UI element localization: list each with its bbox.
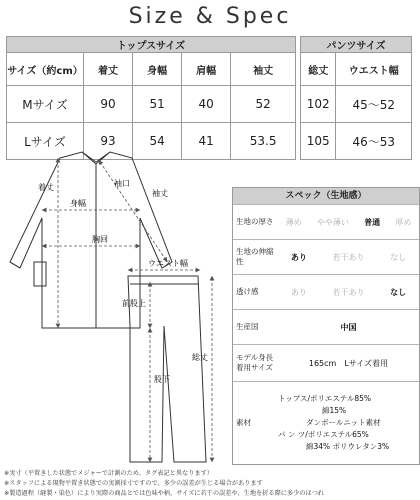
material-line: ダンボールニット素材 xyxy=(306,418,381,427)
m-waist: 45〜52 xyxy=(336,86,412,123)
table-row xyxy=(7,86,296,123)
tops-header: トップスサイズ xyxy=(7,37,296,53)
spec-label: 生産国 xyxy=(236,322,259,331)
col-length: 着丈 xyxy=(84,53,133,86)
option: 薄め xyxy=(285,217,302,227)
origin-value: 中国 xyxy=(340,322,357,332)
l-length: 93 xyxy=(84,123,133,160)
spec-panel xyxy=(232,187,420,465)
sleeve-arrow xyxy=(100,162,166,260)
option: 若干あり xyxy=(332,287,365,297)
m-total: 102 xyxy=(301,86,336,123)
option: なし xyxy=(390,252,407,262)
option: 普通 xyxy=(364,217,381,227)
label-front-rise: 前股上 xyxy=(122,299,146,308)
spec-row-material xyxy=(233,381,419,464)
l-sleeve: 53.5 xyxy=(231,123,296,160)
col-total-length: 総丈 xyxy=(301,53,336,86)
m-sleeve: 52 xyxy=(231,86,296,123)
m-shoulder: 40 xyxy=(182,86,231,123)
spec-label: 生地の厚さ xyxy=(236,217,274,226)
page-title: Size & Spec xyxy=(128,4,292,29)
pants-header: パンツサイズ xyxy=(301,37,412,53)
label-waist: ウエスト幅 xyxy=(148,259,188,268)
col-waist: ウエスト幅 xyxy=(336,53,412,86)
spec-label: 素材 xyxy=(236,418,251,427)
pants-size-table xyxy=(300,36,412,160)
label-sleeve: 袖丈 xyxy=(152,189,168,198)
col-width: 身幅 xyxy=(133,53,182,86)
l-shoulder: 41 xyxy=(182,123,231,160)
table-row xyxy=(301,86,412,123)
note-line: ※製造過程（縫製・染色）により実際の商品とでは色味や柄、サイズに若干の誤差や、生地を折る際に多少のほつれ xyxy=(4,490,325,497)
model-value: 165cm Lサイズ着用 xyxy=(308,358,389,368)
col-size: サイズ（約cm） xyxy=(7,53,84,86)
l-total: 105 xyxy=(301,123,336,160)
tops-size-table xyxy=(6,36,296,160)
spec-label: 生地の伸縮性 xyxy=(236,247,274,266)
spec-row-stretch xyxy=(233,239,419,274)
garment-diagrams xyxy=(0,150,232,468)
spec-row-model xyxy=(233,344,419,381)
table-row xyxy=(301,123,412,160)
spec-row-thickness xyxy=(233,204,419,239)
spec-row-transparency xyxy=(233,274,419,309)
label-chest: 胸回 xyxy=(92,235,108,244)
option: あり xyxy=(290,287,307,297)
spec-label: 透け感 xyxy=(236,287,259,296)
col-shoulder: 肩幅 xyxy=(182,53,231,86)
m-length: 90 xyxy=(84,86,133,123)
spec-header: スペック（生地感） xyxy=(233,188,419,204)
l-waist: 46〜53 xyxy=(336,123,412,160)
m-width: 51 xyxy=(133,86,182,123)
material-line: パ ン ツ/ポリエステル65% xyxy=(278,430,369,439)
label-length: 着丈 xyxy=(38,183,54,192)
note-line: ※実寸（平置きした状態でメジャーで計測のため、タグ表記と異なります） xyxy=(4,470,213,477)
col-sleeve: 袖丈 xyxy=(231,53,296,86)
option: やや薄い xyxy=(316,217,349,227)
note-line: ※スタッフによる現物平置き状態での実測採寸ですので、多少の誤差が生じる場合があります xyxy=(4,480,263,487)
size-l: Lサイズ xyxy=(7,123,84,160)
material-line: トップス/ポリエステル85% xyxy=(278,394,371,403)
size-m: Mサイズ xyxy=(7,86,84,123)
shirt-outline xyxy=(10,152,172,328)
l-width: 54 xyxy=(133,123,182,160)
label-cuff: 袖口 xyxy=(114,179,130,188)
label-width: 身幅 xyxy=(70,199,86,208)
option: なし xyxy=(390,287,407,297)
label-inseam: 股下 xyxy=(154,375,170,384)
option: 若干あり xyxy=(332,252,365,262)
garment-svg xyxy=(0,150,232,468)
material-line: 綿15% xyxy=(322,406,347,415)
option: 厚め xyxy=(395,217,412,227)
spec-row-origin xyxy=(233,309,419,344)
spec-label: モデル身長着用サイズ xyxy=(236,353,274,372)
notes xyxy=(4,469,416,499)
option: あり xyxy=(290,252,307,262)
material-line: 綿34% ポリウレタン3% xyxy=(306,442,390,451)
size-tables xyxy=(6,36,412,160)
label-total: 総丈 xyxy=(192,353,208,362)
